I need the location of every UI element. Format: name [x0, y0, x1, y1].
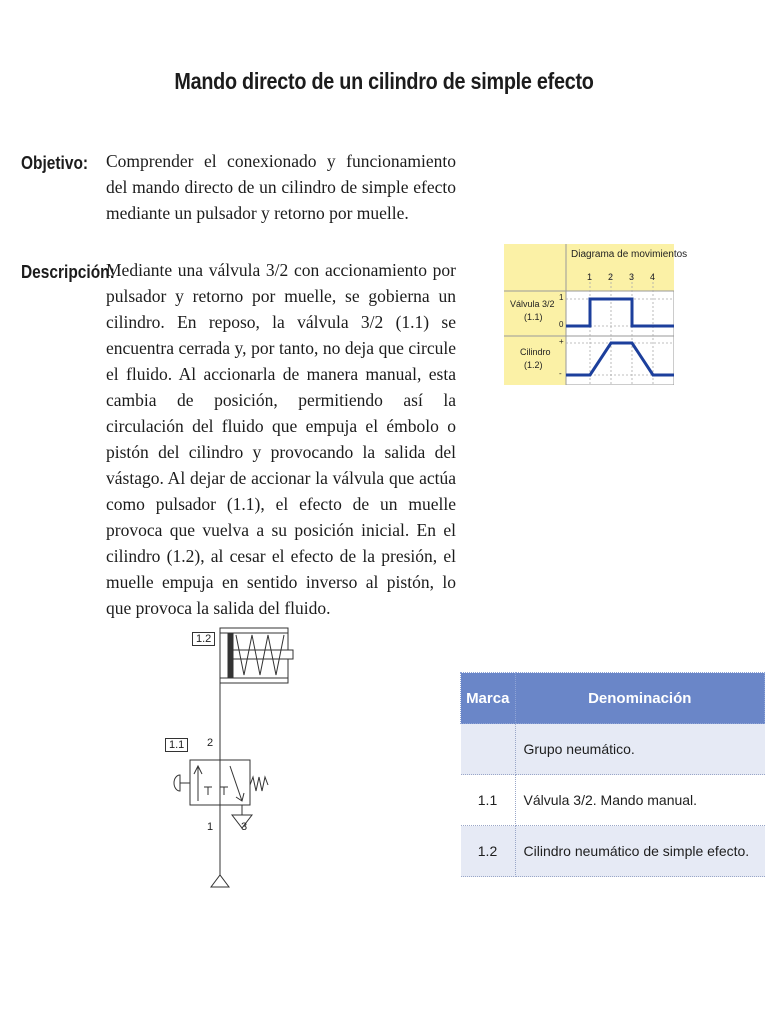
- descripcion-text: Mediante una válvula 3/2 con accionamiento por pulsador y retorno por muelle, se gobierna un cilindro. En reposo, la válvula 3/2 (1.1) se encuentra cerrada y, por tanto, no deja que circule el fluido. Al accionarla de manera manual, esta cambia de posición, permitiendo así la circulación del fluido que empuja el émbolo o pistón del cilindro y provocando la salida del vástago. Al dejar de accionar la válvula que actúa como pulsador (1.1), el efecto de un muelle provoca que vuelva a su posición inicial. En el cilindro (1.2), al cesar el efecto de la presión, el muelle empuja en sentido inverso al pistón, lo que provoca la salida del fluido.: [106, 260, 456, 618]
- cylinder-row-id: (1.2): [524, 360, 543, 370]
- valve-tag: 1.1: [165, 738, 188, 752]
- port-3-label: 3: [241, 821, 248, 833]
- valve-row-name: Válvula 3/2: [510, 299, 555, 309]
- marca-cell: [461, 724, 516, 775]
- table-header-row: [461, 673, 765, 724]
- marca-cell: 1.2: [461, 826, 516, 877]
- denominacion-cell: Cilindro neumático de simple efecto.: [515, 826, 765, 877]
- schematic-drawing: [160, 625, 310, 890]
- valve-spring: [250, 777, 268, 791]
- pressure-source-symbol: [211, 875, 229, 887]
- valve-row-id: (1.1): [524, 312, 543, 322]
- step-1: 1: [587, 272, 593, 282]
- cylinder-row-name: Cilindro: [520, 347, 551, 357]
- pneumatic-schematic: [160, 625, 310, 890]
- descripcion-label: Descripción:: [21, 262, 115, 282]
- denominacion-cell: Grupo neumático.: [515, 724, 765, 775]
- table-row: [461, 775, 765, 826]
- valve-high-mark: 1: [559, 293, 564, 302]
- objetivo-text: Comprender el conexionado y funcionamiento del mando directo de un cilindro de simple efecto mediante un pulsador y retorno por muelle.: [106, 151, 456, 223]
- objetivo-label: Objetivo:: [21, 153, 89, 173]
- cylinder-low-mark: -: [559, 369, 562, 378]
- marca-header: Marca: [461, 673, 516, 724]
- table-row: [461, 724, 765, 775]
- denominacion-header: Denominación: [515, 673, 765, 724]
- step-3: 3: [629, 272, 635, 282]
- components-table: [460, 672, 765, 877]
- cylinder-high-mark: +: [559, 337, 564, 346]
- page-title: Mando directo de un cilindro de simple efecto: [174, 68, 594, 94]
- cylinder-tag: 1.2: [192, 632, 215, 646]
- motion-diagram: [504, 244, 688, 385]
- marca-cell: 1.1: [461, 775, 516, 826]
- diagram-title: Diagrama de movimientos: [571, 249, 688, 260]
- port-2-label: 2: [207, 737, 214, 749]
- table-row: [461, 826, 765, 877]
- cylinder-piston: [228, 633, 233, 678]
- valve-low-mark: 0: [559, 320, 564, 329]
- port-1-label: 1: [207, 821, 214, 833]
- denominacion-cell: Válvula 3/2. Mando manual.: [515, 775, 765, 826]
- step-4: 4: [650, 272, 656, 282]
- step-2: 2: [608, 272, 614, 282]
